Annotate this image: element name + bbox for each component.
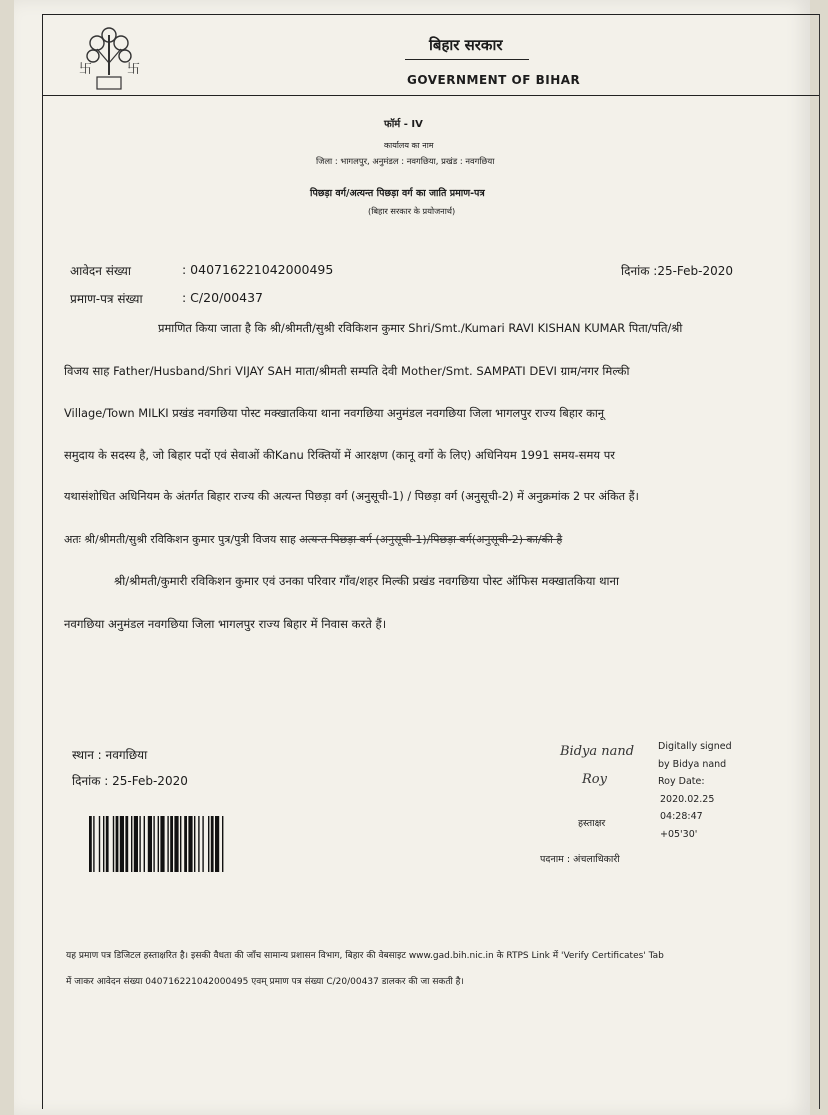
- body-line-2: विजय साह Father/Husband/Shri VIJAY SAH माता/श्रीमती सम्पति देवी Mother/Smt. SAMPATI DEVI ग्राम/नगर मिल्की: [64, 364, 630, 378]
- issue-date: दिनांक :25-Feb-2020: [621, 264, 734, 278]
- application-number: : 040716221042000495: [182, 262, 334, 277]
- barcode-icon: [89, 816, 289, 872]
- body-line-6: [64, 532, 562, 547]
- place: स्थान : नवगछिया: [72, 748, 148, 762]
- certificate-title: पिछड़ा वर्ग/अत्यन्त पिछड़ा वर्ग का जाति प्रमाण-पत्र: [310, 188, 485, 199]
- government-hindi: बिहार सरकार: [429, 36, 503, 54]
- header-divider: [405, 59, 529, 60]
- digital-signature-line: Roy Date:: [658, 776, 705, 787]
- office-name: कार्यालय का नाम: [384, 141, 434, 150]
- signature-label: हस्ताक्षर: [578, 818, 606, 829]
- body-line-4: समुदाय के सदस्य है, जो बिहार पदों एवं सेवाओं कीKanu रिक्तियों में आरक्षण (कानू वर्गो के लिए) अधिनियम 1991 समय-समय पर: [64, 448, 615, 462]
- body-line-1: प्रमाणित किया जाता है कि श्री/श्रीमती/सुश्री रविकिशन कुमार Shri/Smt./Kumari RAVI KISHAN KUMAR पिता/पति/श्री: [158, 321, 683, 335]
- digital-signature-block: [658, 738, 732, 843]
- certificate-frame: [42, 14, 820, 1109]
- certificate-subtitle: (बिहार सरकार के प्रयोजनार्थ): [368, 206, 456, 216]
- digital-signature-line: 04:28:47: [660, 811, 703, 822]
- svg-text:卐: 卐: [79, 62, 93, 77]
- handwritten-signature-line-1: Bidya nand: [560, 744, 635, 759]
- body-line-8: नवगछिया अनुमंडल नवगछिया जिला भागलपुर राज्य बिहार में निवास करते हैं।: [64, 617, 387, 631]
- verification-note-1: यह प्रमाण पत्र डिजिटल हस्ताक्षरित है। इसकी वैधता की जाँच सामान्य प्रशासन विभाग, बिहार की वेबसाइट www.gad.bih.nic.in के RTPS Link में 'Verify Certificates' Tab: [66, 951, 664, 961]
- digital-signature-line: by Bidya nand: [658, 758, 727, 770]
- digital-signature-line: +05'30': [660, 828, 698, 840]
- bihar-emblem-icon: [73, 23, 145, 93]
- digital-signature-line: 2020.02.25: [660, 793, 715, 805]
- form-number: फॉर्म - IV: [384, 119, 423, 130]
- district-line: जिला : भागलपुर, अनुमंडल : नवगछिया, प्रखंड : नवगछिया: [316, 156, 495, 166]
- body-line-6-text: अतः श्री/श्रीमती/सुश्री रविकिशन कुमार पुत्र/पुत्री विजय साह: [64, 533, 300, 546]
- footer-date: दिनांक : 25-Feb-2020: [72, 774, 188, 788]
- application-label: आवेदन संख्या: [70, 264, 131, 278]
- handwritten-signature-line-2: Roy: [582, 772, 607, 787]
- header-bar: [43, 15, 819, 96]
- svg-text:卐: 卐: [127, 62, 141, 77]
- body-line-3: Village/Town MILKI प्रखंड नवगछिया पोस्ट मक्खातकिया थाना नवगछिया अनुमंडल नवगछिया जिला भागलपुर राज्य बिहार कानू: [64, 406, 605, 420]
- verification-note-2: में जाकर आवेदन संख्या 040716221042000495 एवम् प्रमाण पत्र संख्या C/20/00437 डालकर की जा सकती है।: [66, 977, 464, 987]
- certificate-number-label: प्रमाण-पत्र संख्या: [70, 292, 143, 306]
- digital-signature-line: Digitally signed: [658, 741, 732, 752]
- body-line-6-struck: अत्यन्त पिछड़ा वर्ग (अनुसूची-1)/पिछड़ा वर्ग(अनुसूची-2) का/की है: [299, 533, 563, 546]
- body-line-7: श्री/श्रीमती/कुमारी रविकिशन कुमार एवं उनका परिवार गाँव/शहर मिल्की प्रखंड नवगछिया पोस्ट ऑफिस मक्खातकिया थाना: [114, 574, 619, 588]
- designation: पदनाम : अंचलाधिकारी: [540, 854, 620, 865]
- body-line-5: यथासंशोधित अधिनियम के अंतर्गत बिहार राज्य की अत्यन्त पिछड़ा वर्ग (अनुसूची-1) / पिछड़ा वर्ग (अनुसूची-2) में अनुक्रमांक 2 पर अंकित हैं।: [64, 490, 639, 503]
- government-english: GOVERNMENT OF BIHAR: [407, 73, 581, 87]
- certificate-paper: [14, 0, 810, 1115]
- certificate-number: : C/20/00437: [182, 290, 264, 305]
